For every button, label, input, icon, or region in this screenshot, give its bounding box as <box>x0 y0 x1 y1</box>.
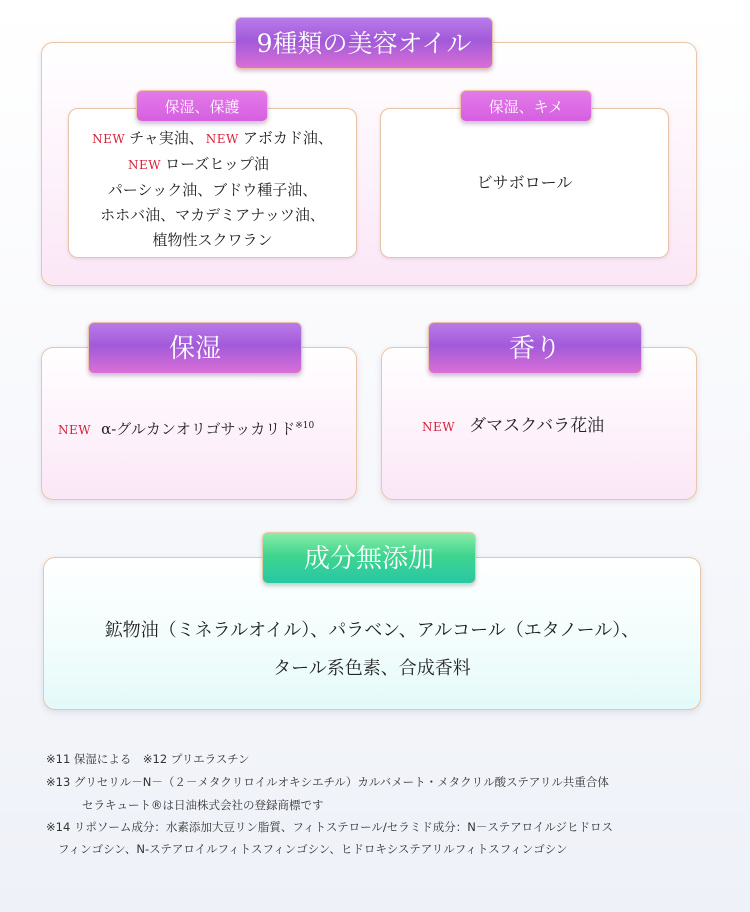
moisture-section-title: 保湿 <box>88 322 302 374</box>
oil-avocado: アボカド油、 <box>242 129 333 147</box>
new-badge: NEW <box>92 132 126 146</box>
new-badge: NEW <box>422 420 456 434</box>
new-badge: NEW <box>58 423 92 437</box>
additive-free-text <box>43 612 701 688</box>
footnote-11-12: ※11 保湿による ※12 プリエラスチン <box>46 752 250 766</box>
fragrance-section-title: 香り <box>428 322 642 374</box>
oil-tea-seed: チャ実油、 <box>129 129 204 147</box>
oils-line-5: 植物性スクワラン <box>152 231 273 249</box>
oils-card-left-label: 保湿、保護 <box>136 90 268 122</box>
footnote-14: ※14 リポソーム成分：水素添加大豆リン脂質、フィトステロール/セラミド成分：N－ステアロイルジヒドロス <box>46 820 614 834</box>
additive-free-section-title: 成分無添加 <box>262 532 476 584</box>
fragrance-ingredient-row <box>422 414 604 439</box>
oils-line-1 <box>68 126 357 152</box>
oil-rosehip: ローズヒップ油 <box>165 155 269 173</box>
oils-right-text: ビサボロール <box>476 173 573 192</box>
oils-card-right-label: 保湿、キメ <box>460 90 592 122</box>
oils-line-4: ホホバ油、マカデミアナッツ油、 <box>100 206 325 224</box>
new-badge: NEW <box>205 132 239 146</box>
oils-section-title: 9種類の美容オイル <box>235 17 493 69</box>
oils-line-2 <box>68 152 357 178</box>
moisture-ingredient: α-グルカンオリゴサッカリド <box>101 420 296 438</box>
oils-line-3: パーシック油、ブドウ種子油、 <box>107 181 318 199</box>
footnote-14-continued: フィンゴシン、N-ステアロイルフィトスフィンゴシン、ヒドロキシステアリルフィトスフィンゴシン <box>58 842 568 856</box>
footnote-13: ※13 グリセリル－N－（２－メタクリロイルオキシエチル）カルバメート・メタクリル酸ステアリル共重合体 <box>46 775 609 789</box>
additive-free-line-2: タール系色素、合成香料 <box>273 658 471 679</box>
footnote-13-trademark: セラキュート®は日油株式会社の登録商標です <box>82 798 324 812</box>
oils-left-text <box>68 126 357 253</box>
additive-free-line-1: 鉱物油（ミネラルオイル）、パラベン、アルコール（エタノール）、 <box>104 620 640 641</box>
moisture-ingredient-row <box>58 414 314 442</box>
new-badge: NEW <box>128 158 162 172</box>
fragrance-ingredient: ダマスクバラ花油 <box>469 416 605 436</box>
footnote-ref-10: ※10 <box>295 421 315 431</box>
